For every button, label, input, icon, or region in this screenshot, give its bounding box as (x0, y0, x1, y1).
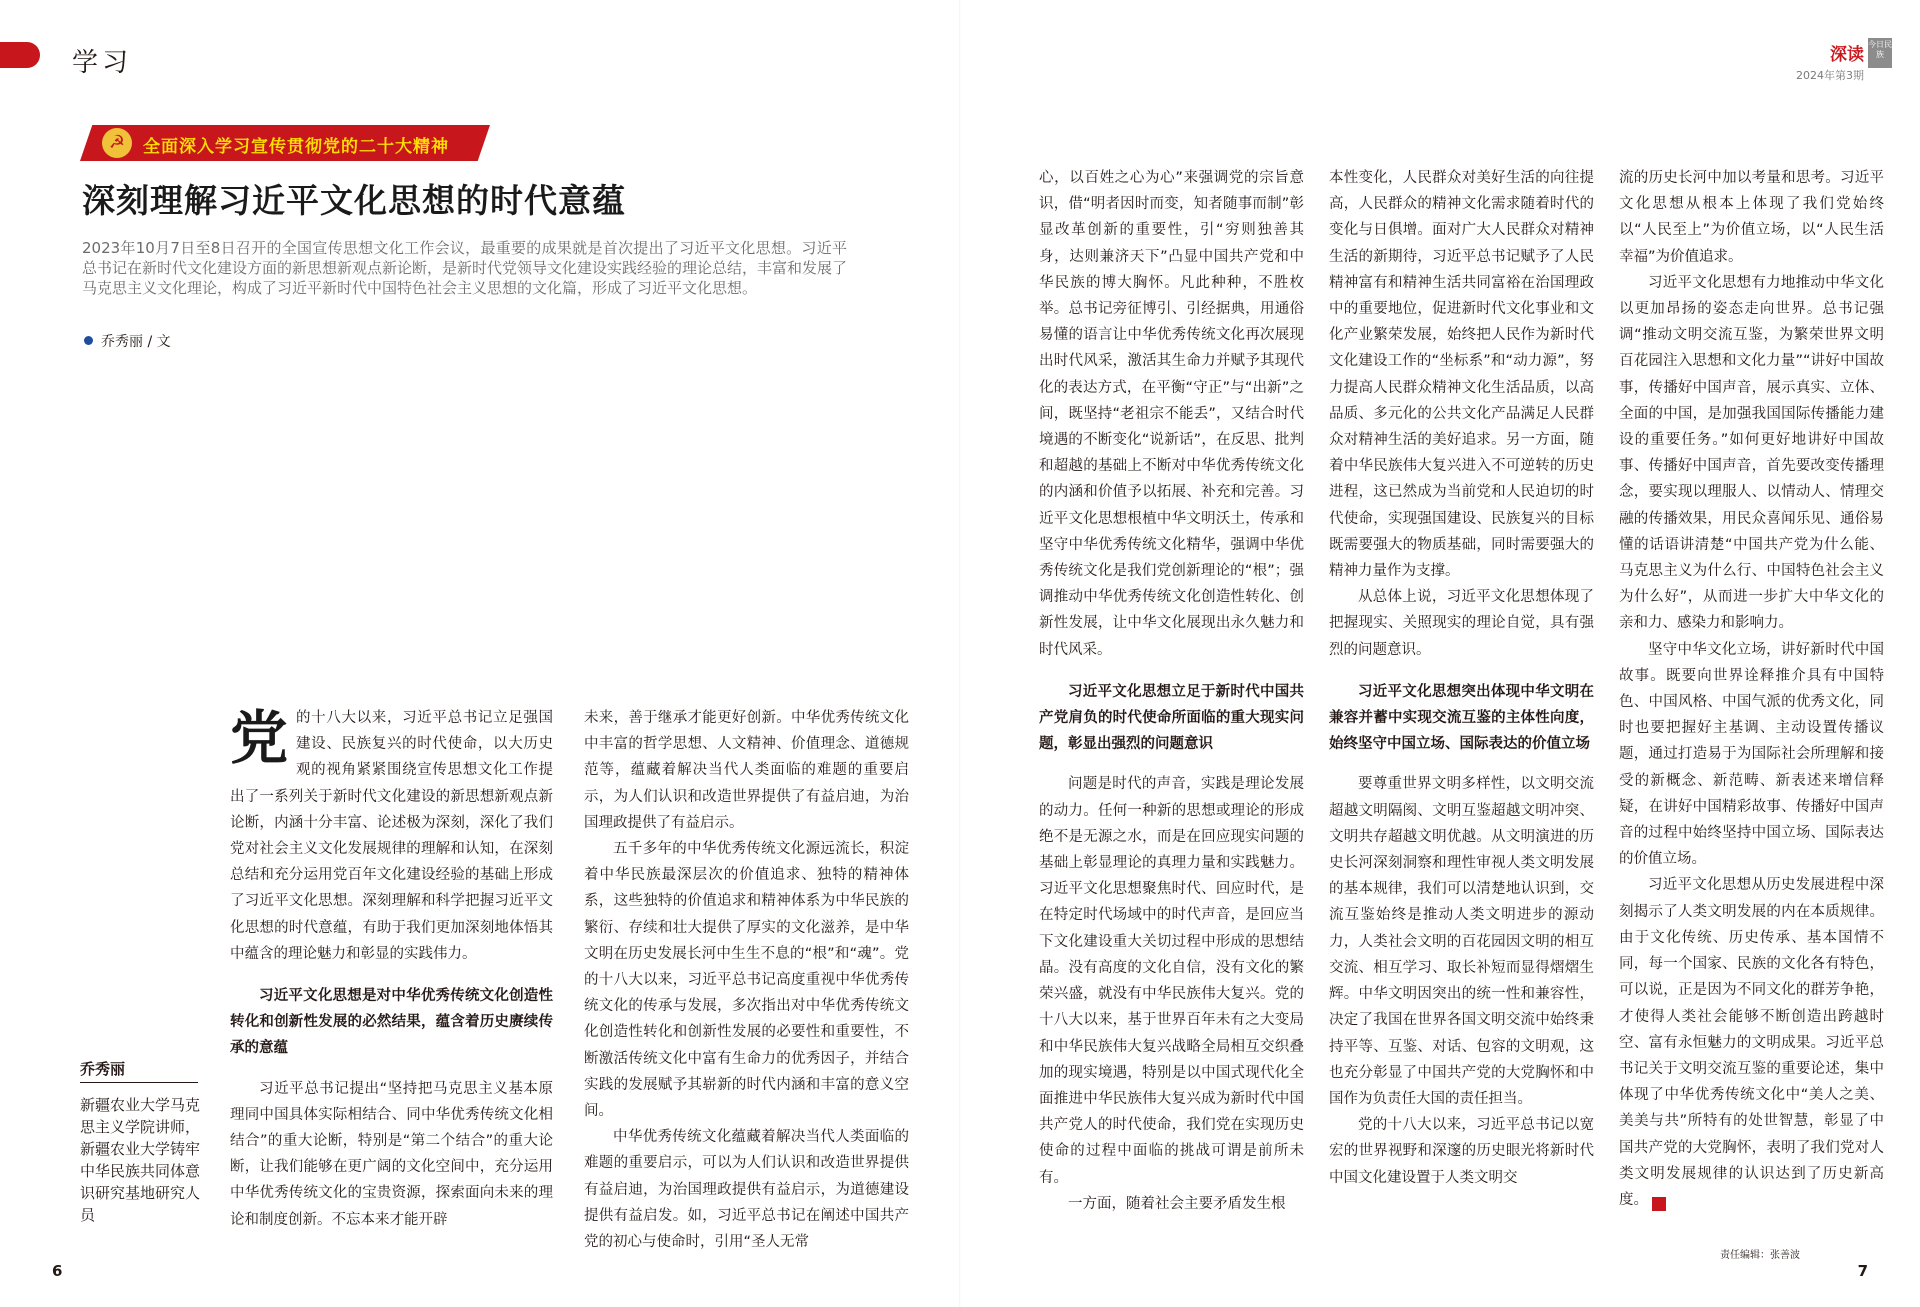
page-number-right: 7 (1857, 1262, 1868, 1280)
paragraph: 未来，善于继承才能更好创新。中华优秀传统文化中丰富的哲学思想、人文精神、价值理念、道德规范等，蕴藏着解决当代人类面临的难题的重要启示，为人们认识和改造世界提供了有益启迪，为治国理政提供了有益启示。 (584, 710, 909, 831)
masthead-logo: 今日民族 (1868, 38, 1892, 68)
page-number-left: 6 (52, 1262, 63, 1280)
paragraph: 坚守中华文化立场，讲好新时代中国故事。既要向世界诠释推介具有中国特色、中国风格、中国气派的优秀文化，同时也要把握好主基调、主动设置传播议题，通过打造易于为国际社会所理解和接受的新概念、新范畴、新表述来增信释疑，在讲好中国精彩故事、传播好中国声音的过程中始终坚持中国立场、国际表达的价值立场。 (1619, 641, 1884, 868)
paragraph: 问题是时代的声音，实践是理论发展的动力。任何一种新的思想或理论的形成绝不是无源之水，而是在回应现实问题的基础上彰显理论的真理力量和实践魅力。习近平文化思想聚焦时代、回应时代，是在特定时代场域中的时代声音，是回应当下文化建设重大关切过程中形成的思想结晶。没有高度的文化自信，没有文化的繁荣兴盛，就没有中华民族伟大复兴。党的十八大以来，基于世界百年未有之大变局和中华民族伟大复兴战略全局相互交织叠加的现实境遇，特别是以中国式现代化全面推进中华民族伟大复兴成为新时代中国共产党人的时代使命，我们党在实现历史使命的过程中面临的挑战可谓是前所未有。 (1039, 776, 1304, 1186)
paragraph: 流的历史长河中加以考量和思考。习近平文化思想从根本上体现了我们党始终以“人民至上”为价值立场，以“人民生活幸福”为价值追求。 (1619, 170, 1884, 265)
article-column-4 (1329, 165, 1594, 1191)
paragraph: 党的十八大以来，习近平总书记以宽宏的世界视野和深邃的历史眼光将新时代中国文化建设置于人类文明交 (1329, 1117, 1594, 1186)
article-title: 深刻理解习近平文化思想的时代意蕴 (82, 181, 626, 220)
party-emblem-icon: ☭ (102, 128, 132, 158)
paragraph: 五千多年的中华优秀传统文化源远流长，积淀着中华民族最深层次的价值追求、独特的精神体系，这些独特的价值追求和精神体系为中华民族的繁衍、存续和壮大提供了厚实的文化滋养，是中华文明在历史发展长河中生生不息的“根”和“魂”。党的十八大以来，习近平总书记高度重视中华优秀传统文化的传承与发展，多次指出对中华优秀传统文化创造性转化和创新性发展的必要性和重要性，不断激活传统文化中富有生命力的优秀因子，并结合实践的发展赋予其崭新的时代内涵和丰富的意义空间。 (584, 841, 909, 1120)
paragraph: 一方面，随着社会主要矛盾发生根 (1068, 1195, 1286, 1212)
masthead-title: 深读 (1830, 45, 1864, 65)
paragraph: 中华优秀传统文化蕴藏着解决当代人类面临的难题的重要启示，可以为人们认识和改造世界提供有益启迪，为治国理政提供有益启示，为道德建设提供有益启发。如，习近平总书记在阐述中国共产党的初心与使命时，引用“圣人无常 (584, 1129, 909, 1251)
article-column-3 (1039, 165, 1304, 1217)
bullet-icon (84, 336, 93, 345)
banner-text: 全面深入学习宣传贯彻党的二十大精神 (143, 137, 449, 157)
paragraph: 习近平文化思想有力地推动中华文化以更加昂扬的姿态走向世界。总书记强调“推动文明交流互鉴，为繁荣世界文明百花园注入思想和文化力量”“讲好中国故事，传播好中国声音，展示真实、立体、全面的中国，是加强我国国际传播能力建设的重要任务。”如何更好地讲好中国故事、传播好中国声音，首先要改变传播理念，要实现以理服人、以情动人、情理交融的传播效果，用民众喜闻乐见、通俗易懂的话语讲清楚“中国共产党为什么能、马克思主义为什么行、中国特色社会主义为什么好”，从而进一步扩大中华文化的亲和力、感染力和影响力。 (1619, 274, 1884, 632)
paragraph: 要尊重世界文明多样性，以文明交流超越文明隔阂、文明互鉴超越文明冲突、文明共存超越文明优越。从文明演进的历史长河深刻洞察和理性审视人类文明发展的基本规律，我们可以清楚地认识到，交流互鉴始终是推动人类文明进步的源动力，人类社会文明的百花园因文明的相互交流、相互学习、取长补短而显得熠熠生辉。中华文明因突出的统一性和兼容性，决定了我国在世界各国文明交流中始终秉持平等、互鉴、对话、包容的文明观，这也充分彰显了中国共产党的大党胸怀和中国作为负责任大国的责任担当。 (1329, 776, 1594, 1107)
section-heading: 习近平文化思想是对中华优秀传统文化创造性转化和创新性发展的必然结果，蕴含着历史赓续传承的意蕴 (230, 988, 553, 1057)
section-tab-marker (0, 42, 40, 68)
page-spine (959, 0, 961, 1307)
paragraph: 的十八大以来，习近平总书记立足强国建设、民族复兴的时代使命，以大历史观的视角紧紧围绕宣传思想文化工作提出了一系列关于新时代文化建设的新思想新观点新论断，内涵十分丰富、论述极为深刻，深化了我们党对社会主义文化发展规律的理解和认知，在深刻总结和充分运用党百年文化建设经验的基础上形成了习近平文化思想。深刻理解和科学把握习近平文化思想的时代意蕴，有助于我们更加深刻地体悟其中蕴含的理论魅力和彰显的实践伟力。 (230, 710, 553, 962)
masthead-issue: 2024年第3期 (1796, 69, 1864, 82)
byline-text: 乔秀丽 / 文 (101, 334, 171, 350)
section-label: 学习 (72, 48, 133, 78)
editor-credit: 责任编辑：张善波 (1720, 1250, 1800, 1261)
end-mark-icon: J (1652, 1197, 1666, 1211)
paragraph: 习近平总书记提出“坚持把马克思主义基本原理同中国具体实际相结合、同中华优秀传统文化相结合”的重大论断，特别是“第二个结合”的重大论断，让我们能够在更广阔的文化空间中，充分运用中华优秀传统文化的宝贵资源，探索面向未来的理论和制度创新。不忘本来才能开辟 (230, 1080, 553, 1228)
article-column-1 (230, 705, 553, 1233)
masthead (1796, 40, 1864, 83)
article-column-5 (1619, 165, 1884, 1213)
section-heading: 习近平文化思想突出体现中华文明在兼容并蓄中实现交流互鉴的主体性向度，始终坚守中国立场、国际表达的价值立场 (1329, 683, 1594, 753)
author-divider (80, 1082, 198, 1083)
paragraph: 心，以百姓之心为心”来强调党的宗旨意识，借“明者因时而变，知者随事而制”彰显改革创新的重要性，引“穷则独善其身，达则兼济天下”凸显中国共产党和中华民族的博大胸怀。凡此种种，不胜枚举。总书记旁征博引、引经据典，用通俗易懂的语言让中华优秀传统文化再次展现出时代风采，激活其生命力并赋予其现代化的表达方式，在平衡“守正”与“出新”之间，既坚持“老祖宗不能丢”，又结合时代境遇的不断变化“说新话”，在反思、批判和超越的基础上不断对中华优秀传统文化的内涵和价值予以拓展、补充和完善。习近平文化思想根植中华文明沃土，传承和坚守中华优秀传统文化精华，强调中华优秀传统文化是我们党创新理论的“根”；强调推动中华优秀传统文化创造性转化、创新性发展，让中华文化展现出永久魅力和时代风采。 (1039, 170, 1304, 658)
paragraph-text: 习近平文化思想从历史发展进程中深刻揭示了人类文明发展的内在本质规律。由于文化传统、历史传承、基本国情不同，每一个国家、民族的文化各有特色，可以说，正是因为不同文化的群芳争艳，才使得人类社会能够不断创造出跨越时空、富有永恒魅力的文明成果。习近平总书记关于文明交流互鉴的重要论述，集中体现了中华优秀传统文化中“美人之美、美美与共”所特有的处世智慧，彰显了中国共产党的大党胸怀，表明了我们党对人类文明发展规律的认识达到了历史新高度。 (1619, 877, 1884, 1208)
author-bio: 新疆农业大学马克思主义学院讲师，新疆农业大学铸牢中华民族共同体意识研究基地研究人员 (80, 1096, 201, 1224)
author-name: 乔秀丽 (80, 1060, 126, 1078)
paragraph: 本性变化，人民群众对美好生活的向往提高，人民群众的精神文化需求随着时代的变化与日俱增。面对广大人民群众对精神生活的新期待，习近平总书记赋予了人民精神富有和精神生活共同富裕在治国理政中的重要地位，促进新时代文化事业和文化产业繁荣发展，始终把人民作为新时代文化建设工作的“坐标系”和“动力源”，努力提高人民群众精神文化生活品质，以高品质、多元化的公共文化产品满足人民群众对精神生活的美好追求。另一方面，随着中华民族伟大复兴进入不可逆转的历史进程，这已然成为当前党和人民迫切的时代使命，实现强国建设、民族复兴的目标既需要强大的物质基础，同时需要强大的精神力量作为支撑。 (1329, 170, 1594, 580)
drop-cap: 党 (230, 704, 289, 772)
paragraph (1619, 872, 1884, 1213)
byline (84, 331, 171, 351)
paragraph: 从总体上说，习近平文化思想体现了把握现实、关照现实的理论自觉，具有强烈的问题意识。 (1329, 589, 1594, 658)
article-column-2 (584, 705, 909, 1255)
section-heading: 习近平文化思想立足于新时代中国共产党肩负的时代使命所面临的重大现实问题，彰显出强烈的问题意识 (1039, 683, 1304, 753)
article-lead: 2023年10月7日至8日召开的全国宣传思想文化工作会议，最重要的成果就是首次提出了习近平文化思想。习近平总书记在新时代文化建设方面的新思想新观点新论断，是新时代党领导文化建设实践经验的理论总结，丰富和发展了马克思主义文化理论，构成了习近平新时代中国特色社会主义思想的文化篇，形成了习近平文化思想。 (82, 239, 848, 297)
